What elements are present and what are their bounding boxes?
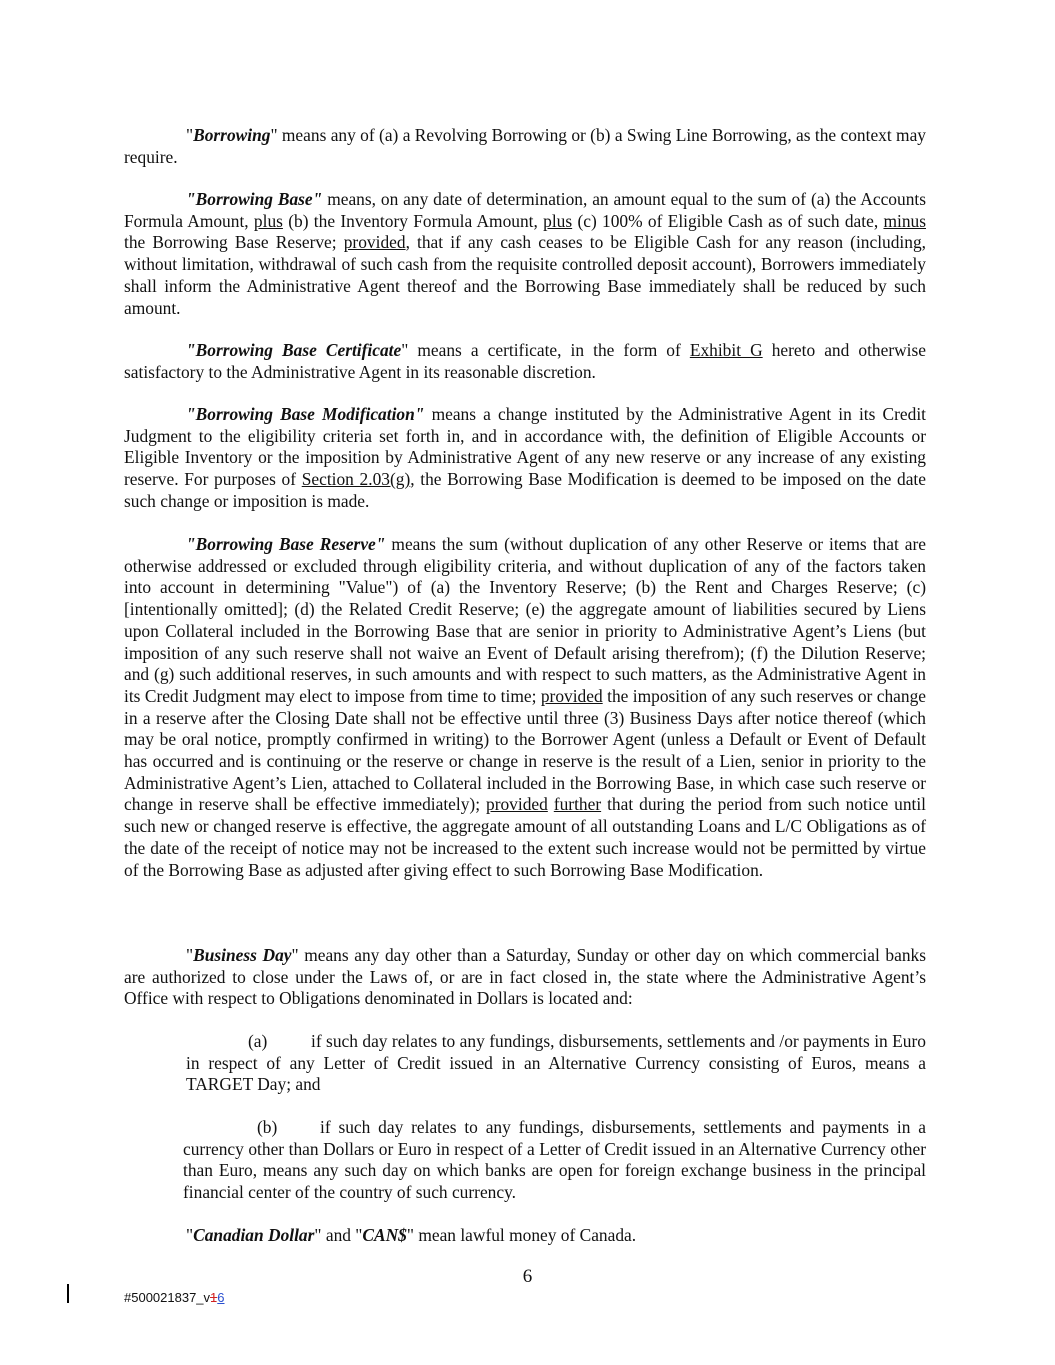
definition-canadian-dollar: "Canadian Dollar" and "CAN$" mean lawful money of Canada. xyxy=(186,1225,637,1245)
clause-label: (a) xyxy=(248,1031,268,1051)
document-id: #500021837_v16 xyxy=(124,1290,225,1305)
business-day-clause-b: (b) if such day relates to any fundings, disbursements, settlements and payments in a currency other than Dollars or Euro in respect of a Letter of Credit issued in an Alternative Currency other than Euro, means any such day on which banks are open for foreign exchange business in the principal financial center of the country of such currency. xyxy=(183,1117,926,1203)
definition-borrowing-base-certificate: "Borrowing Base Certificate" means a certificate, in the form of Exhibit G hereto and otherwise satisfactory to the Administrative Agent in its reasonable discretion. xyxy=(124,340,926,382)
defined-term: Canadian Dollar xyxy=(193,1225,315,1245)
definition-borrowing-base-reserve: "Borrowing Base Reserve" means the sum (without duplication of any other Reserve or items that are otherwise addressed or excluded through eligibility criteria, and without duplication of any of the factors taken into account in determining "Value") of (a) the Inventory Reserve; (b) the Rent and Charges Reserve; (c) [intentionally omitted]; (d) the Related Credit Reserve; (e) the aggregate amount of liabilities secured by Liens upon Collateral included in the Borrowing Base that are senior in priority to Administrative Agent’s Liens (but imposition of any such reserve shall not waive an Event of Default arising therefrom); (f) the Dilution Reserve; and (g) such additional reserves, in such amounts and with respect to such matters, as the Administrative Agent in its Credit Judgment may elect to impose from time to time; provided the imposition of any such reserves or change in a reserve after the Closing Date shall not be effective until three (3) Business Days after notice thereof (which may be oral notice, promptly confirmed in writing) to the Borrower Agent (unless a Default or Event of Default has occurred and is continuing or the reserve or change in reserve is the result of a Lien, senior in priority to the Administrative Agent’s Lien, attached to Collateral included in the Borrowing Base, in which case such reserve or change in reserve shall be effective immediately); provided further that during the period from such notice until such new or changed reserve is effective, the aggregate amount of all outstanding Loans and L/C Obligations as of the date of the receipt of notice may not be increased to the extent such increase would not be permitted by virtue of the Borrowing Base as adjusted after giving effect to such Borrowing Base Modification. xyxy=(124,534,927,880)
clause-label: (b) xyxy=(257,1117,278,1137)
definition-borrowing-base: "Borrowing Base" means, on any date of determination, an amount equal to the sum of (a) the Accounts Formula Amount, plus (b) the Inventory Formula Amount, plus (c) 100% of Eligible Cash as of such date, minus the Borrowing Base Reserve; provided, that if any cash ceases to be Eligible Cash for any reason (including, without limitation, withdrawal of such cash from the requisite controlled deposit account), Borrowers immediately shall inform the Administrative Agent thereof and the Borrowing Base immediately shall be reduced by such amount. xyxy=(124,189,926,318)
business-day-clause-a: (a) if such day relates to any fundings, disbursements, settlements and /or payments in Euro in respect of any Letter of Credit issued in an Alternative Currency consisting of Euros, means a TARGET Day; and xyxy=(186,1031,926,1095)
definition-borrowing-base-modification: "Borrowing Base Modification" means a change instituted by the Administrative Agent in its Credit Judgment to the eligibility criteria set forth in, and in accordance with, the definition of Eligible Accounts or Eligible Inventory or the imposition by Administrative Agent of any new reserve or any increase of any existing reserve. For purposes of Section 2.03(g), the Borrowing Base Modification is deemed to be imposed on the date such change or imposition is made. xyxy=(124,404,926,511)
inserted-version: 6 xyxy=(217,1290,225,1305)
defined-term: Borrowing xyxy=(193,125,271,145)
section-reference: Section 2.03(g) xyxy=(301,469,411,490)
definition-borrowing: "Borrowing" means any of (a) a Revolving Borrowing or (b) a Swing Line Borrowing, as the context may require. xyxy=(124,125,926,167)
defined-term: CAN$ xyxy=(362,1225,407,1245)
deleted-version: 1 xyxy=(210,1290,218,1305)
defined-term: "Borrowing Base Modification" xyxy=(186,404,425,424)
definition-business-day: "Business Day" means any day other than a Saturday, Sunday or other day on which commercial banks are authorized to close under the Laws of, or are in fact closed in, the state where the Administrative Agent’s Office with respect to Obligations denominated in Dollars is located and: xyxy=(124,945,926,1009)
revision-change-bar xyxy=(67,1284,69,1303)
defined-term: "Borrowing Base Certificate xyxy=(186,340,402,360)
defined-term: "Borrowing Base Reserve" xyxy=(186,534,386,554)
exhibit-reference: Exhibit G xyxy=(689,340,763,360)
defined-term: Business Day xyxy=(193,945,292,965)
defined-term: "Borrowing Base" xyxy=(186,189,323,209)
page-number: 6 xyxy=(522,1266,533,1287)
